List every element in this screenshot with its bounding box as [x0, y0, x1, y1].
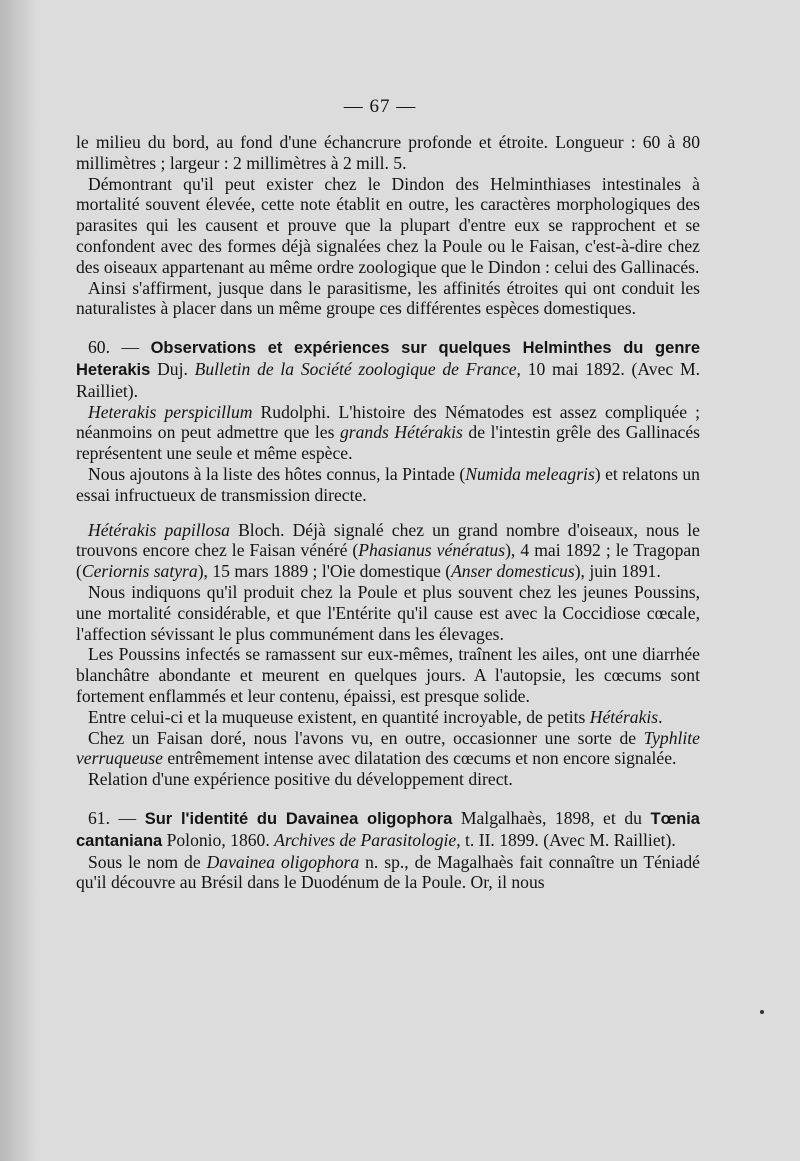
paragraph-text: Chez un Faisan doré, nous l'avons vu, en outre, occasionner une sorte de: [88, 727, 644, 748]
paragraph-text: Entre celui-ci et la muqueuse existent, en quantité incroyable, de petits: [88, 706, 590, 727]
paragraph-text: entrêmement intense avec dilatation des cœcums et non encore signalée.: [162, 748, 677, 769]
paragraph-text: Nous ajoutons à la liste des hôtes connus, la Pintade (: [88, 463, 466, 484]
section-60-number: 60. —: [88, 337, 151, 358]
paragraph-experiment: Relation d'une expérience positive du développement direct.: [88, 769, 513, 790]
paragraph-text: Rudolphi. L'histoire des Nématodes est assez compliquée ; néanmoins on peut admettre que les: [76, 401, 700, 443]
paragraph-davainea: [76, 852, 700, 894]
section-61-title-2: Tœnia cantaniana: [76, 809, 700, 850]
paragraph-perspicillum: [76, 402, 700, 464]
paragraph-mortality: Nous indiquons qu'il produit chez la Poule et plus souvent chez les jeunes Poussins, une mortalité considérable, et que l'Entérite qu'il cause est avec la Coccidiose cœcale, l'affection sévissant le plus communément dans les élevages.: [76, 581, 700, 644]
section-61-text: Polonio, 1860.: [162, 829, 275, 850]
paragraph-text: Bloch. Déjà signalé chez un grand nombre d'oiseaux, nous le trouvons encore chez le Faisan vénéré (: [76, 519, 700, 561]
species-name: Anser domesticus: [451, 561, 575, 582]
page-number: — 67 —: [343, 96, 417, 117]
section-60-author: Duj.: [150, 358, 195, 379]
species-name: Hétérakis papillosa: [88, 519, 230, 540]
section-61-number: 61. —: [88, 807, 145, 828]
species-name: Numida meleagris: [465, 463, 595, 484]
paragraph-typhlite: [76, 728, 700, 770]
paragraph-continuation: le milieu du bord, au fond d'une échancrure profonde et étroite. Longueur : 60 à 80 millimètres ; largeur : 2 millimètres à 2 mill. 5.: [76, 132, 700, 173]
paragraph-symptoms: Les Poussins infectés se ramassent sur eux-mêmes, traînent les ailes, ont une diarrhée blanchâtre abondante et meurent en quelques jours. A l'autopsie, les cœcums sont fortement enflammés et leur contenu, épaissi, est presque solide.: [76, 644, 700, 706]
species-name: Heterakis perspicillum: [88, 401, 253, 422]
paragraph-mucosa: [76, 707, 700, 728]
section-60-citation: , 10 mai 1892. (Avec M. Railliet).: [76, 358, 700, 401]
section-60-title: Observations et expériences sur quelques Helminthes du genre Heterakis: [76, 339, 700, 379]
paragraph-text: ), 15 mars 1889 ; l'Oie domestique (: [197, 561, 452, 582]
paragraph-text: .: [658, 706, 663, 727]
body-text: [76, 132, 700, 893]
species-name: Ceriornis satyra: [81, 561, 198, 582]
section-61-journal: Archives de Parasitologie: [274, 829, 457, 850]
paragraph-text: de l'intestin grêle des Gallinacés représentent une seule et même espèce.: [76, 422, 700, 464]
section-61-citation: , t. II. 1899. (Avec M. Railliet).: [456, 829, 676, 850]
section-60-heading: [76, 337, 700, 401]
paragraph-summary: Démontrant qu'il peut exister chez le Dindon des Helminthiases intestinales à mortalité souvent élevée, cette note établit en outre, les caractères morphologiques des parasites qui les causent et prouve que la plupart d'entre eux se rapprochent et se confondent avec des formes déjà signalées chez la Poule ou le Faisan, c'est-à-dire chez des oiseaux appartenant au même ordre zoologique que le Dindon : celui des Gallinacés.: [76, 173, 700, 277]
section-61-heading: [76, 808, 700, 852]
paragraph-hosts: [76, 464, 700, 506]
paragraph-text: Sous le nom de: [88, 851, 207, 872]
paragraph-text: ), juin 1891.: [574, 561, 661, 582]
species-name: Davainea oligophora: [206, 851, 360, 872]
section-60-journal: Bulletin de la Société zoologique de France: [194, 358, 517, 379]
scan-speck: [760, 1010, 764, 1014]
paragraph-text: n. sp., de Magalhaès fait connaître un Téniadé qu'il découvre au Brésil dans le Duodénum de la Poule. Or, il nous: [76, 851, 700, 893]
disease-name: Typhlite verruqueuse: [76, 727, 700, 769]
species-name: grands Hétérakis: [339, 422, 463, 443]
section-61-title-1: Sur l'identité du Davainea oligophora: [144, 809, 453, 828]
section-61-text: Malgalhaès, 1898, et du: [452, 807, 651, 828]
paragraph-conclusion: Ainsi s'affirment, jusque dans le parasitisme, les affinités étroites qui ont conduit les naturalistes à placer dans un même groupe ces différentes espèces domestiques.: [76, 277, 700, 319]
paragraph-papillosa: [76, 520, 700, 582]
paragraph-text: ) et relatons un essai infructueux de transmission directe.: [76, 463, 700, 505]
paragraph-text: ), 4 mai 1892 ; le Tragopan (: [76, 540, 700, 582]
species-name: Phasianus vénératus: [358, 540, 506, 561]
species-name: Hétérakis: [589, 706, 659, 727]
